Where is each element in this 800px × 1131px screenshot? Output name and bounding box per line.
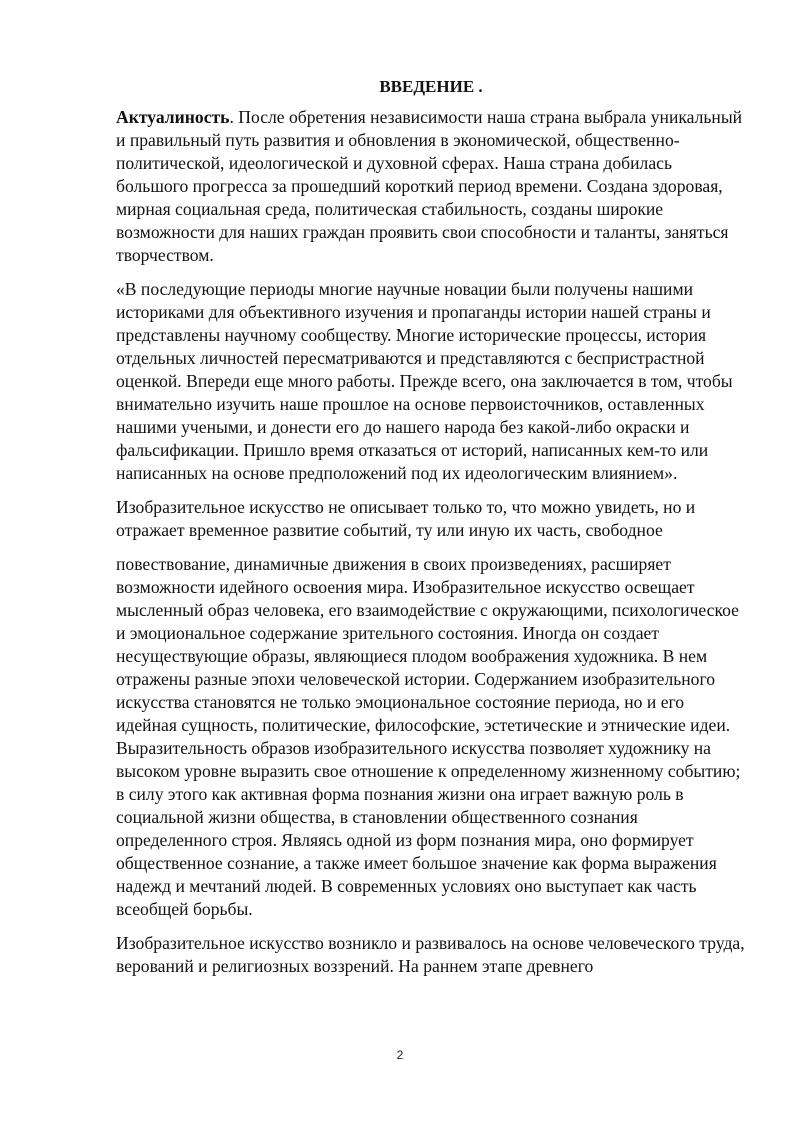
document-page <box>116 75 746 989</box>
page-number: 2 <box>396 1048 404 1062</box>
relevance-heading: Актуалиность <box>116 107 230 127</box>
section-title: ВВЕДЕНИЕ . <box>379 77 483 96</box>
paragraph-fine-art-start: Изобразительное искусство не описывает только то, что можно увидеть, но и отражает временное развитие событий, ту или иную их часть, свободное <box>116 497 696 540</box>
relevance-text: . После обретения независимости наша страна выбрала уникальный и правильный путь развития и обновления в экономической, общественно-политической, идеологической и духовной сферах. Наша страна добилась большого прогресса за прошедший короткий период времени. Создана здоровая, мирная социальная среда, политическая стабильность, созданы широкие возможности для наших граждан проявить свои способности и таланты, заняться творчеством. <box>116 107 743 265</box>
paragraph-quote: «В последующие периоды многие научные новации были получены нашими историками для объективного изучения и пропаганды истории нашей страны и представлены научному сообществу. Многие исторические процессы, история отдельных личностей пересматриваются и представляются с беспристрастной оценкой. Впереди еще много работы. Прежде всего, она заключается в том, чтобы внимательно изучить наше прошлое на основе первоисточников, оставленных нашими учеными, и донести его до нашего народа без какой-либо окраски и фальсификации. Пришло время отказаться от историй, написанных кем-то или написанных на основе предположений под их идеологическим влиянием». <box>116 279 733 483</box>
paragraph-relevance <box>116 106 746 267</box>
paragraph-fine-art-origin: Изобразительное искусство возникло и развивалось на основе человеческого труда, верований и религиозных воззрений. На раннем этапе древнего <box>116 933 745 976</box>
paragraph-fine-art-continued: повествование, динамичные движения в своих произведениях, расширяет возможности идейного освоения мира. Изобразительное искусство освещает мысленный образ человека, его взаимодействие с окружающими, психологическое и эмоциональное содержание зрительного состояния. Иногда он создает несуществующие образы, являющиеся плодом воображения художника. В нем отражены разные эпохи человеческой истории. Содержанием изобразительного искусства становятся не только эмоциональное состояние периода, но и его идейная сущность, политические, философские, эстетические и этнические идеи. Выразительность образов изобразительного искусства позволяет художнику на высоком уровне выразить свое отношение к определенному жизненному событию; в силу этого как активная форма познания жизни она играет важную роль в социальной жизни общества, в становлении общественного сознания определенного строя. Являясь одной из форм познания мира, оно формирует общественное сознание, а также имеет большое значение как форма выражения надежд и мечтаний людей. В современных условиях оно выступает как часть всеобщей борьбы. <box>116 554 741 919</box>
